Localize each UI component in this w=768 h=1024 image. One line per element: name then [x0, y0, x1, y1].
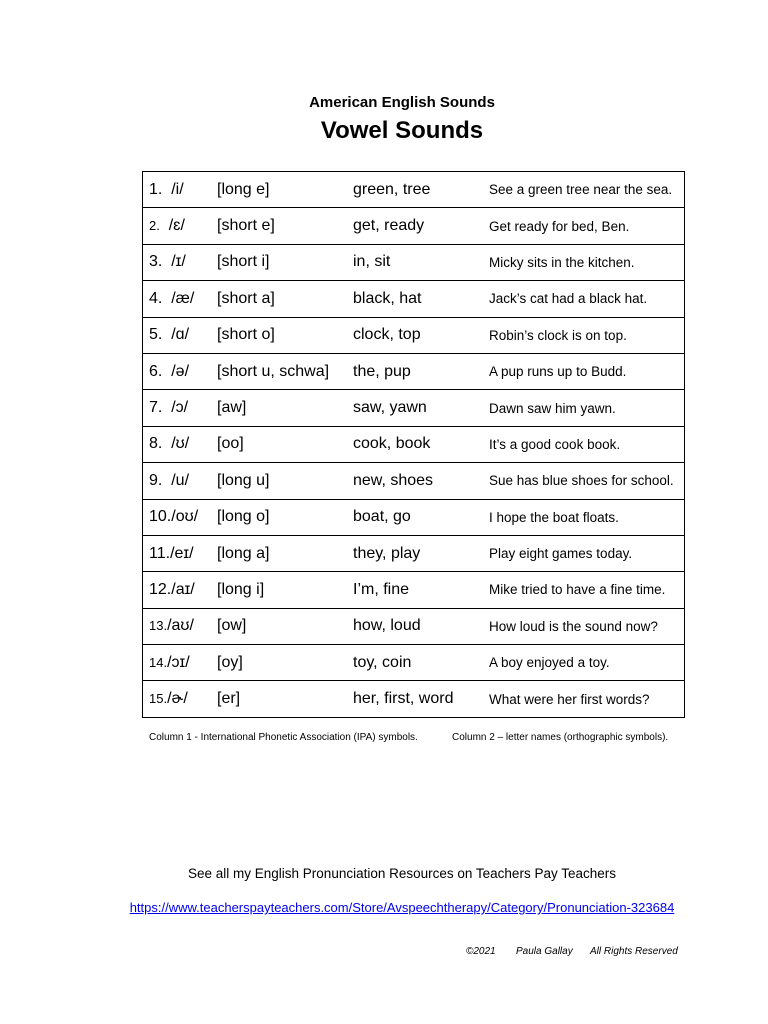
letter-name-cell: [short i]: [217, 244, 353, 280]
example-words-cell: how, loud: [353, 608, 489, 644]
ipa-symbol: /ɛ/: [168, 217, 185, 235]
page-subtitle: American English Sounds: [309, 94, 495, 111]
ipa-symbol: /ɔɪ/: [167, 653, 190, 671]
example-sentence-cell: Robin’s clock is on top.: [489, 317, 685, 353]
letter-name-cell: [oy]: [217, 645, 353, 681]
sound-symbol-cell: [143, 281, 218, 317]
sound-symbol-cell: [143, 463, 218, 499]
example-sentence-cell: Jack’s cat had a black hat.: [489, 281, 685, 317]
sound-symbol-cell: [143, 353, 218, 389]
sound-row: [143, 353, 685, 389]
sound-row: [143, 281, 685, 317]
example-sentence-cell: How loud is the sound now?: [489, 608, 685, 644]
sound-number: 11.: [149, 544, 171, 562]
example-words-cell: new, shoes: [353, 463, 489, 499]
footer-rights: All Rights Reserved: [590, 946, 678, 957]
example-sentence-cell: Dawn saw him yawn.: [489, 390, 685, 426]
example-words-cell: black, hat: [353, 281, 489, 317]
example-sentence-cell: Get ready for bed, Ben.: [489, 208, 685, 244]
example-sentence-cell: It’s a good cook book.: [489, 426, 685, 462]
sound-symbol-cell: [143, 317, 218, 353]
ipa-symbol: /ɪ/: [171, 253, 186, 271]
sound-number: 12.: [149, 580, 172, 598]
sound-symbol-cell: [143, 535, 218, 571]
footer-author: Paula Gallay: [516, 946, 573, 957]
sound-symbol-cell: [143, 681, 218, 717]
sound-number: 8.: [149, 435, 163, 453]
sound-row: [143, 572, 685, 608]
example-words-cell: in, sit: [353, 244, 489, 280]
sound-number: 7.: [149, 399, 163, 417]
sound-row: [143, 208, 685, 244]
sound-symbol-cell: [143, 572, 218, 608]
example-sentence-cell: Micky sits in the kitchen.: [489, 244, 685, 280]
sound-number: 1.: [149, 180, 163, 198]
sound-number: 14.: [149, 654, 168, 670]
sound-number: 10.: [149, 508, 172, 526]
letter-name-cell: [aw]: [217, 390, 353, 426]
sound-row: [143, 426, 685, 462]
sound-number: 15.: [149, 691, 168, 707]
page-title: Vowel Sounds: [320, 117, 484, 144]
letter-name-cell: [oo]: [217, 426, 353, 462]
example-sentence-cell: A pup runs up to Budd.: [489, 353, 685, 389]
example-sentence-cell: See a green tree near the sea.: [489, 172, 685, 208]
sound-symbol-cell: [143, 645, 218, 681]
example-sentence-cell: I hope the boat floats.: [489, 499, 685, 535]
sound-row: [143, 645, 685, 681]
letter-name-cell: [long u]: [217, 463, 353, 499]
example-words-cell: toy, coin: [353, 645, 489, 681]
letter-name-cell: [er]: [217, 681, 353, 717]
column1-note: Column 1 - International Phonetic Association (IPA) symbols.: [149, 732, 418, 743]
sound-symbol-cell: [143, 244, 218, 280]
example-words-cell: saw, yawn: [353, 390, 489, 426]
ipa-symbol: /eɪ/: [170, 544, 194, 562]
footer-copyright: ©2021: [466, 946, 496, 957]
example-words-cell: clock, top: [353, 317, 489, 353]
example-words-cell: boat, go: [353, 499, 489, 535]
letter-name-cell: [long i]: [217, 572, 353, 608]
ipa-symbol: /aʊ/: [167, 617, 194, 635]
example-words-cell: cook, book: [353, 426, 489, 462]
letter-name-cell: [long a]: [217, 535, 353, 571]
example-sentence-cell: What were her first words?: [489, 681, 685, 717]
example-sentence-cell: Play eight games today.: [489, 535, 685, 571]
letter-name-cell: [long o]: [217, 499, 353, 535]
ipa-symbol: /ɑ/: [171, 326, 190, 344]
ipa-symbol: /ə/: [171, 362, 190, 380]
sound-row: [143, 463, 685, 499]
ipa-symbol: /u/: [171, 471, 190, 489]
letter-name-cell: [short e]: [217, 208, 353, 244]
sound-number: 3.: [149, 253, 163, 271]
example-words-cell: green, tree: [353, 172, 489, 208]
ipa-symbol: /aɪ/: [171, 580, 195, 598]
example-words-cell: I’m, fine: [353, 572, 489, 608]
sound-symbol-cell: [143, 390, 218, 426]
ipa-symbol: /ɚ/: [167, 690, 188, 708]
sound-row: [143, 499, 685, 535]
resources-text: See all my English Pronunciation Resources on Teachers Pay Teachers: [188, 866, 616, 881]
example-sentence-cell: A boy enjoyed a toy.: [489, 645, 685, 681]
ipa-symbol: /oʊ/: [171, 508, 199, 526]
sound-row: [143, 172, 685, 208]
example-words-cell: her, first, word: [353, 681, 489, 717]
sound-row: [143, 608, 685, 644]
resources-link[interactable]: https://www.teacherspayteachers.com/Store/Avspeechtherapy/Category/Pronunciation-323684: [129, 900, 675, 915]
sound-symbol-cell: [143, 608, 218, 644]
sound-row: [143, 244, 685, 280]
sound-symbol-cell: [143, 172, 218, 208]
sound-row: [143, 317, 685, 353]
example-words-cell: get, ready: [353, 208, 489, 244]
ipa-symbol: /ʊ/: [171, 435, 190, 453]
letter-name-cell: [long e]: [217, 172, 353, 208]
sound-number: 9.: [149, 471, 163, 489]
example-words-cell: the, pup: [353, 353, 489, 389]
column2-note: Column 2 – letter names (orthographic symbols).: [452, 732, 669, 743]
sound-number: 6.: [149, 362, 163, 380]
letter-name-cell: [ow]: [217, 608, 353, 644]
sound-symbol-cell: [143, 208, 218, 244]
sound-row: [143, 390, 685, 426]
vowel-sounds-table: [142, 171, 685, 718]
sound-number: 2.: [149, 218, 160, 234]
sound-row: [143, 535, 685, 571]
ipa-symbol: /æ/: [171, 289, 195, 307]
example-sentence-cell: Mike tried to have a fine time.: [489, 572, 685, 608]
ipa-symbol: /i/: [171, 180, 184, 198]
sound-number: 5.: [149, 326, 163, 344]
letter-name-cell: [short a]: [217, 281, 353, 317]
example-words-cell: they, play: [353, 535, 489, 571]
sound-symbol-cell: [143, 426, 218, 462]
sound-number: 4.: [149, 289, 163, 307]
sound-number: 13.: [149, 618, 168, 634]
ipa-symbol: /ɔ/: [171, 399, 189, 417]
sound-row: [143, 681, 685, 717]
letter-name-cell: [short o]: [217, 317, 353, 353]
sound-symbol-cell: [143, 499, 218, 535]
example-sentence-cell: Sue has blue shoes for school.: [489, 463, 685, 499]
letter-name-cell: [short u, schwa]: [217, 353, 353, 389]
